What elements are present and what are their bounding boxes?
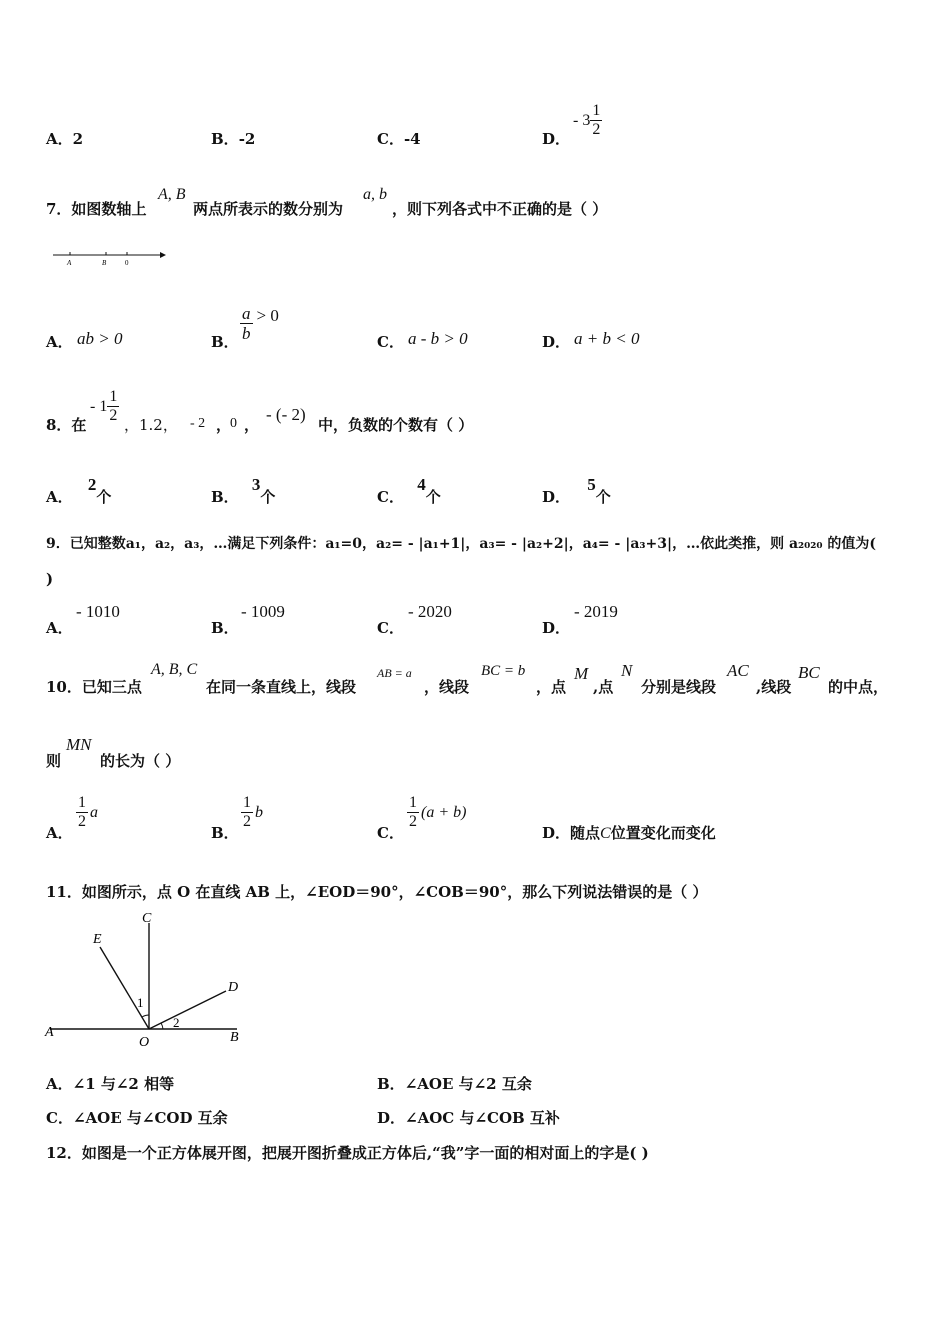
q10-option-b-letter: B． [211,824,239,842]
label-a: A [45,1025,54,1040]
q7-option-a-letter: A． [46,333,73,351]
q9-option-b: - 1009 [241,602,285,621]
q10-l2b: 的长为（ ） [100,752,181,770]
axis-label-0: 0 [125,259,129,267]
q10-t7: ,线段 [756,678,792,696]
q8-mixed-number: - 1 $\frac{1}{2}$ [90,388,118,424]
q9-option-b-letter: B． [211,619,239,637]
q9-option-d: - 2019 [574,602,618,621]
q7-option-c-letter: C． [377,333,404,351]
label-angle-1: 1 [137,995,144,1010]
q9-option-d-letter: D． [542,619,571,637]
q10-t5: ,点 [593,678,614,696]
q7-option-d: a + b < 0 [574,329,640,348]
q11-angle-figure [40,905,250,1050]
q8-sep3: ， [244,416,260,434]
q7-option-a: ab > 0 [77,329,123,348]
q10-m7: BC [798,663,820,682]
q10-l2m: MN [66,735,92,754]
q10-option-d: D．随点C位置变化而变化 [542,824,716,842]
q6-option-d: D． [542,130,571,148]
q9-option-a-letter: A． [46,619,73,637]
q10-t8: 的中点， [828,678,889,696]
q7-option-b-letter: B． [211,333,239,351]
label-e: E [93,932,102,947]
q6-option-b: B．-2 [211,130,256,148]
q7-mid: 两点所表示的数分别为 [193,200,344,218]
axis-label-b: B [102,259,107,267]
q10-m2: AB = a [377,666,412,680]
q10-option-c: $\frac{1}{2}$ (a + b) [409,794,467,830]
q9-option-c-letter: C． [377,619,404,637]
q12-stem: 12．如图是一个正方体展开图，把展开图折叠成正方体后,“我”字一面的相对面上的字是( ) [46,1144,649,1162]
q9-option-c: - 2020 [408,602,452,621]
q9-stem-end: ) [46,570,54,588]
q10-t3: ，线段 [424,678,470,696]
q10-m4: M [574,664,589,683]
q11-stem: 11．如图所示，点 O 在直线 AB 上，∠EOD＝90°，∠COB＝90°，那么下列说法错误的是（ ） [46,883,708,901]
q10-option-c-letter: C． [377,824,404,842]
q6-option-a: A．2 [46,130,84,148]
axis-label-a: A [67,259,72,267]
q8-n2: - 2 [190,416,206,431]
q7-option-c: a - b > 0 [408,329,468,348]
q10-option-b: $\frac{1}{2}$ b [243,794,263,830]
q7-points: A, B [158,186,186,203]
q6-option-d-value: - 3 $\frac{1}{2}$ [573,102,601,138]
q10-t4: ，点 [536,678,567,696]
q11-option-d: D．∠AOC 与∠COB 互补 [377,1109,560,1127]
q11-option-a: A．∠1 与∠2 相等 [46,1075,175,1093]
q10-t1: 10．已知三点 [46,678,142,696]
q8-option-c: C． 4个 [377,475,441,506]
label-angle-2: 2 [173,1015,180,1030]
q8-prefix: 8．在 [46,416,87,434]
q8-sep2: ， [216,416,232,434]
q10-option-a: $\frac{1}{2}$ a [78,794,98,830]
q6-option-c: C．-4 [377,130,421,148]
q10-m6: AC [727,661,749,680]
q8-suffix: 中，负数的个数有（ ） [318,416,474,434]
q8-n4: - (- 2) [266,405,306,424]
q7-suffix: ，则下列各式中不正确的是（ ） [392,200,608,218]
q8-sep1: ，1.2， [124,416,178,434]
label-d: D [228,980,239,995]
q10-l2a: 则 [46,752,62,770]
q10-t2: 在同一条直线上，线段 [206,678,357,696]
label-o: O [139,1035,150,1050]
q7-option-b: $\frac{a}{b}$ > 0 [242,304,279,343]
q10-option-a-letter: A． [46,824,73,842]
q11-option-b: B．∠AOE 与∠2 互余 [377,1075,532,1093]
q7-option-d-letter: D． [542,333,571,351]
q11-option-c: C．∠AOE 与∠COD 互余 [46,1109,228,1127]
q7-prefix: 7．如图数轴上 [46,200,147,218]
q8-option-d: D． 5个 [542,475,611,506]
q10-m5: N [621,661,633,680]
q7-number-line [50,248,170,268]
q9-stem: 9．已知整数a₁，a₂，a₃，…满足下列条件：a₁=0，a₂= - |a₁+1|，a₃= - |a₂+2|，a₄= - |a₃+3|，…依此类推，则 a₂₀₂₀ 的值为( [46,536,877,552]
q7-vars: a, b [363,186,387,203]
label-b: B [230,1030,239,1045]
q10-m3: BC = b [481,663,526,679]
q8-n3: 0 [230,416,237,431]
q10-m1: A, B, C [151,661,198,678]
q9-option-a: - 1010 [76,602,120,621]
q10-t6: 分别是线段 [641,678,717,696]
label-c: C [142,911,152,926]
q8-option-a: A． 2个 [46,475,112,506]
q8-option-b: B． 3个 [211,475,276,506]
